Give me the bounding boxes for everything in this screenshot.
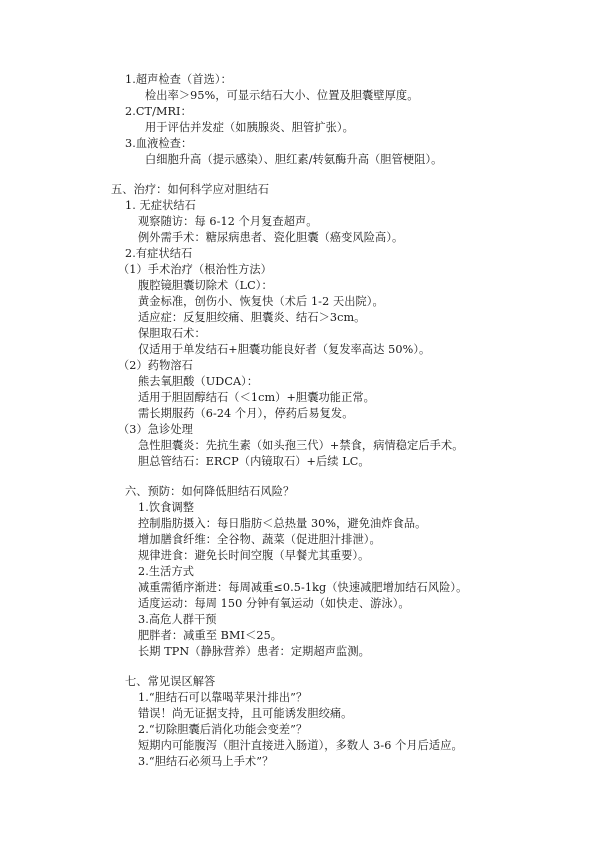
subheading-lifestyle: 2.生活方式 bbox=[138, 565, 195, 578]
lifestyle-weight-loss: 减重需循序渐进：每周减重≤0.5-1kg（快速减肥增加结石风险）。 bbox=[138, 581, 468, 594]
high-risk-obesity: 肥胖者：减重至 BMI＜25。 bbox=[138, 629, 283, 642]
exam-item-ct-mri: 2.CT/MRI： bbox=[125, 105, 192, 118]
surgery-lc-indications: 适应症：反复胆绞痛、胆囊炎、结石＞3cm。 bbox=[138, 311, 366, 324]
drug-udca-duration: 需长期服药（6-24 个月），停药后易复发。 bbox=[138, 407, 354, 420]
section-heading-prevention: 六、预防：如何降低胆结石风险？ bbox=[125, 485, 295, 498]
myth-digestion-answer: 短期内可能腹泻（胆汁直接进入肠道），多数人 3-6 个月后适应。 bbox=[138, 739, 463, 752]
section-heading-misconceptions: 七、常见误区解答 bbox=[125, 675, 216, 688]
exam-item-ultrasound: 1.超声检查（首选）： bbox=[125, 73, 232, 86]
myth-apple-juice: 1.“胆结石可以靠喝苹果汁排出”？ bbox=[138, 691, 308, 704]
ct-mri-detail: 用于评估并发症（如胰腺炎、胆管扩张）。 bbox=[145, 121, 354, 134]
surgery-gallbladder-preserving: 保胆取石术： bbox=[138, 327, 206, 340]
surgery-preserving-detail: 仅适用于单发结石+胆囊功能良好者（复发率高达 50%）。 bbox=[138, 343, 431, 356]
lifestyle-exercise: 适度运动：每周 150 分钟有氧运动（如快走、游泳）。 bbox=[138, 597, 410, 610]
section-heading-treatment: 五、治疗：如何科学应对胆结石 bbox=[111, 183, 270, 196]
diet-fat-control: 控制脂肪摄入：每日脂肪＜总热量 30%，避免油炸食品。 bbox=[138, 517, 427, 530]
high-risk-tpn: 长期 TPN（静脉营养）患者：定期超声监测。 bbox=[138, 645, 370, 658]
subheading-high-risk: 3.高危人群干预 bbox=[138, 613, 217, 626]
diet-fiber: 增加膳食纤维：全谷物、蔬菜（促进胆汁排泄）。 bbox=[138, 533, 381, 546]
subheading-diet: 1.饮食调整 bbox=[138, 501, 195, 514]
surgery-lc-standard: 黄金标准，创伤小、恢复快（术后 1-2 天出院）。 bbox=[138, 295, 384, 308]
emergency-cholecystitis: 急性胆囊炎：先抗生素（如头孢三代）+禁食，病情稳定后手术。 bbox=[138, 439, 464, 452]
subheading-emergency: （3）急诊处理 bbox=[118, 423, 193, 436]
diet-regular-meals: 规律进食：避免长时间空腹（早餐尤其重要）。 bbox=[138, 549, 370, 562]
asymptomatic-exception: 例外需手术：糖尿病患者、瓷化胆囊（癌变风险高）。 bbox=[138, 231, 404, 244]
asymptomatic-followup: 观察随访：每 6-12 个月复查超声。 bbox=[138, 215, 318, 228]
subheading-drug-dissolution: （2）药物溶石 bbox=[118, 359, 193, 372]
myth-apple-juice-answer: 错误！尚无证据支持，且可能诱发胆绞痛。 bbox=[138, 707, 353, 720]
emergency-cbd-stones: 胆总管结石：ERCP（内镜取石）+后续 LC。 bbox=[138, 455, 370, 468]
myth-immediate-surgery: 3.“胆结石必须马上手术”？ bbox=[138, 755, 274, 768]
myth-digestion: 2.“切除胆囊后消化功能会变差”？ bbox=[138, 723, 308, 736]
surgery-lc: 腹腔镜胆囊切除术（LC）： bbox=[138, 279, 273, 292]
ultrasound-detail: 检出率＞95%，可显示结石大小、位置及胆囊壁厚度。 bbox=[145, 89, 419, 102]
subheading-symptomatic: 2.有症状结石 bbox=[125, 247, 193, 260]
subheading-asymptomatic: 1. 无症状结石 bbox=[125, 199, 196, 212]
subheading-surgery: （1）手术治疗（根治性方法） bbox=[118, 263, 272, 276]
exam-item-blood-test: 3.血液检查： bbox=[125, 137, 193, 150]
blood-test-detail: 白细胞升高（提示感染）、胆红素/转氨酶升高（胆管梗阻）。 bbox=[145, 153, 443, 166]
drug-udca: 熊去氧胆酸（UDCA）： bbox=[138, 375, 259, 388]
drug-udca-indication: 适用于胆固醇结石（＜1cm）+胆囊功能正常。 bbox=[138, 391, 375, 404]
